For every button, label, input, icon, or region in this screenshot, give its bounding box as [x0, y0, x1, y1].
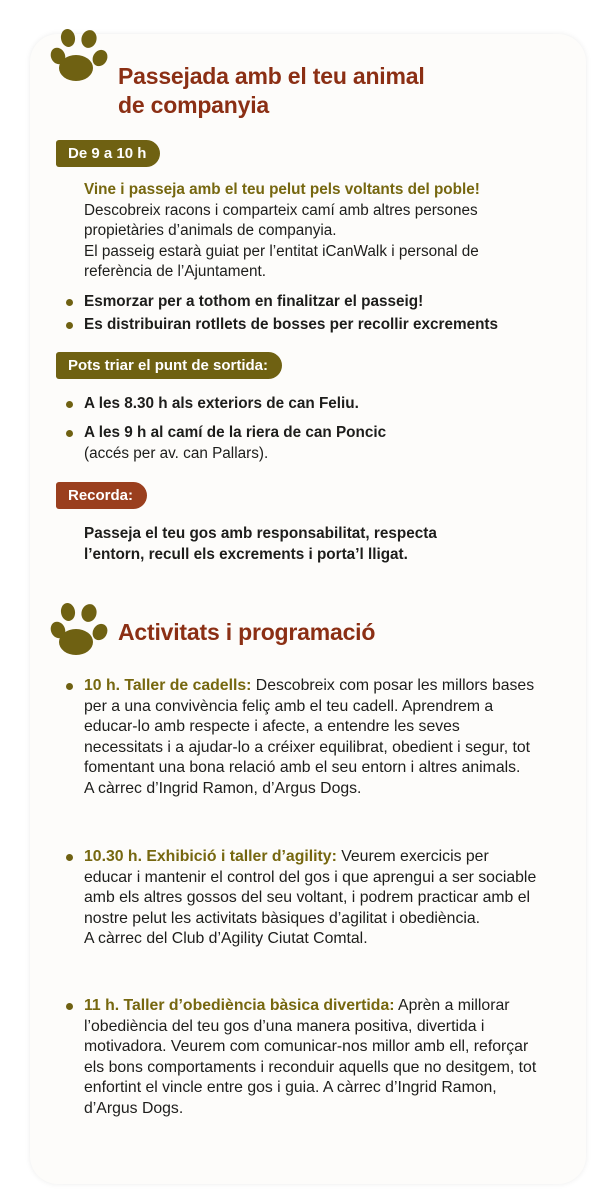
activity-credit: A càrrec del Club d’Agility Ciutat Comtal.	[84, 930, 368, 948]
section-title: Passejada amb el teu animal de companyia	[118, 63, 425, 118]
activity-item	[66, 676, 540, 800]
activity-title: 10.30 h. Exhibició i taller d’agility:	[84, 848, 337, 865]
activity-credit: A càrrec d’Ingrid Ramon, d’Argus Dogs.	[84, 779, 362, 797]
paw-print-icon	[46, 600, 112, 662]
bullet-dot	[66, 430, 73, 437]
bullet-dot	[66, 322, 73, 329]
bullet-dot	[66, 854, 73, 861]
intro-guide-text: El passeig estarà guiat per l’entitat iCanWalk i personal de referència de l’Ajuntament.	[84, 242, 479, 280]
activity-title: 10 h. Taller de cadells:	[84, 677, 252, 694]
bullet-dot	[66, 683, 73, 690]
bullet-dot	[66, 401, 73, 408]
bullet-dot	[66, 299, 73, 306]
intro-highlight: Vine i passeja amb el teu pelut pels voltants del poble!	[84, 181, 480, 198]
activity-description: Veurem exercicis per educar i mantenir el control del gos i que aprengui a ser sociable amb els altres gossos del seu voltant, i podrem practicar amb el nostre pelut les activitats bàsiques d’agilitat i obediència.	[84, 848, 537, 927]
bullet-dot	[66, 1003, 73, 1010]
list-item: Esmorzar per a tothom en finalitzar el passeig!	[66, 292, 546, 313]
start-point-badge: Pots triar el punt de sortida:	[56, 352, 282, 379]
remember-text: Passeja el teu gos amb responsabilitat, respecta l’entorn, recull els excrements i porta’l lligat.	[84, 525, 437, 563]
activity-description: Descobreix com posar les millors bases per a una convivència feliç amb el teu cadell. Aprendrem a educar-lo amb respecte i afecte, a entendre les seves necessitats i a ajudar-lo a créixer equilibrat, obedient i segur, tot fomentant una bona relació amb el seu entorn i altres animals.	[84, 677, 535, 777]
time-badge: De 9 a 10 h	[56, 140, 160, 167]
section-title: Activitats i programació	[118, 619, 376, 645]
activity-description: Aprèn a millorar l’obediència del teu gos d’una manera positiva, divertida i motivadora. Veurem com comunicar-nos millor amb ell, reforçar els bons comportaments i reconduir aquells que no desitgem, tot enfortint el vincle entre gos i guia. A càrrec d’Ingrid Ramon, d’Argus Dogs.	[84, 997, 537, 1117]
paw-print-icon	[46, 26, 112, 88]
intro-paragraph	[84, 180, 544, 283]
activity-item	[66, 847, 540, 950]
activity-item	[66, 996, 540, 1120]
list-item: A les 9 h al camí de la riera de can Poncic (accés per av. can Pallars).	[66, 423, 546, 464]
remember-badge: Recorda:	[56, 482, 147, 509]
intro-text: Descobreix racons i comparteix camí amb altres persones propietàries d’animals de companyia.	[84, 201, 478, 239]
list-item: A les 8.30 h als exteriors de can Feliu.	[66, 394, 546, 415]
activity-title: 11 h. Taller d’obediència bàsica divertida:	[84, 997, 395, 1014]
list-item: Es distribuiran rotllets de bosses per recollir excrements	[66, 315, 546, 336]
